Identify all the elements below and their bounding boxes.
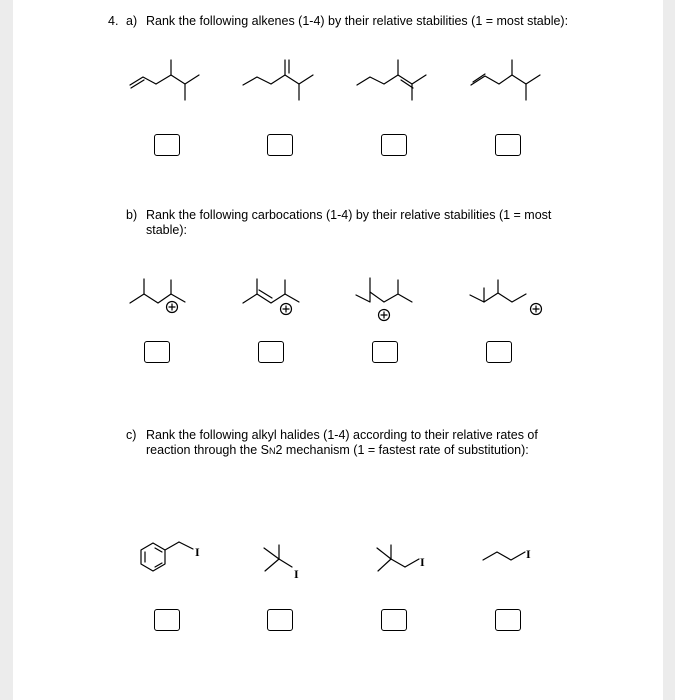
halide-1-benzyl-structure <box>141 542 200 571</box>
answer-box-c2[interactable] <box>267 609 293 631</box>
part-c-prompt-line1: Rank the following alkyl halides (1-4) according to their relative rates of <box>146 428 538 442</box>
iodine-atom-label: I <box>420 555 425 569</box>
answer-box-c4[interactable] <box>495 609 521 631</box>
alkyl-halide-structures <box>13 0 663 700</box>
part-b-label: b) <box>126 208 138 222</box>
halide-3-neopentyl-structure <box>377 545 425 571</box>
worksheet-page <box>13 0 663 700</box>
answer-box-c1[interactable] <box>154 609 180 631</box>
part-b-prompt-line1: Rank the following carbocations (1-4) by their relative stabilities (1 = most <box>146 208 552 222</box>
iodine-atom-label: I <box>195 545 200 559</box>
halide-2-tertiary-structure <box>264 545 299 581</box>
part-a-prompt: Rank the following alkenes (1-4) by their relative stabilities (1 = most stable): <box>146 14 569 28</box>
iodine-atom-label: I <box>294 567 299 581</box>
part-b-prompt-line2: stable): <box>146 223 187 237</box>
part-c-label: c) <box>126 428 137 442</box>
halide-4-primary-structure <box>483 547 531 561</box>
answer-box-c3[interactable] <box>381 609 407 631</box>
part-a-label: a) <box>126 14 138 28</box>
question-number: 4. <box>108 14 119 28</box>
part-c-prompt-line2: reaction through the SN2 mechanism (1 = fastest rate of substitution): <box>146 443 529 457</box>
iodine-atom-label: I <box>526 547 531 561</box>
